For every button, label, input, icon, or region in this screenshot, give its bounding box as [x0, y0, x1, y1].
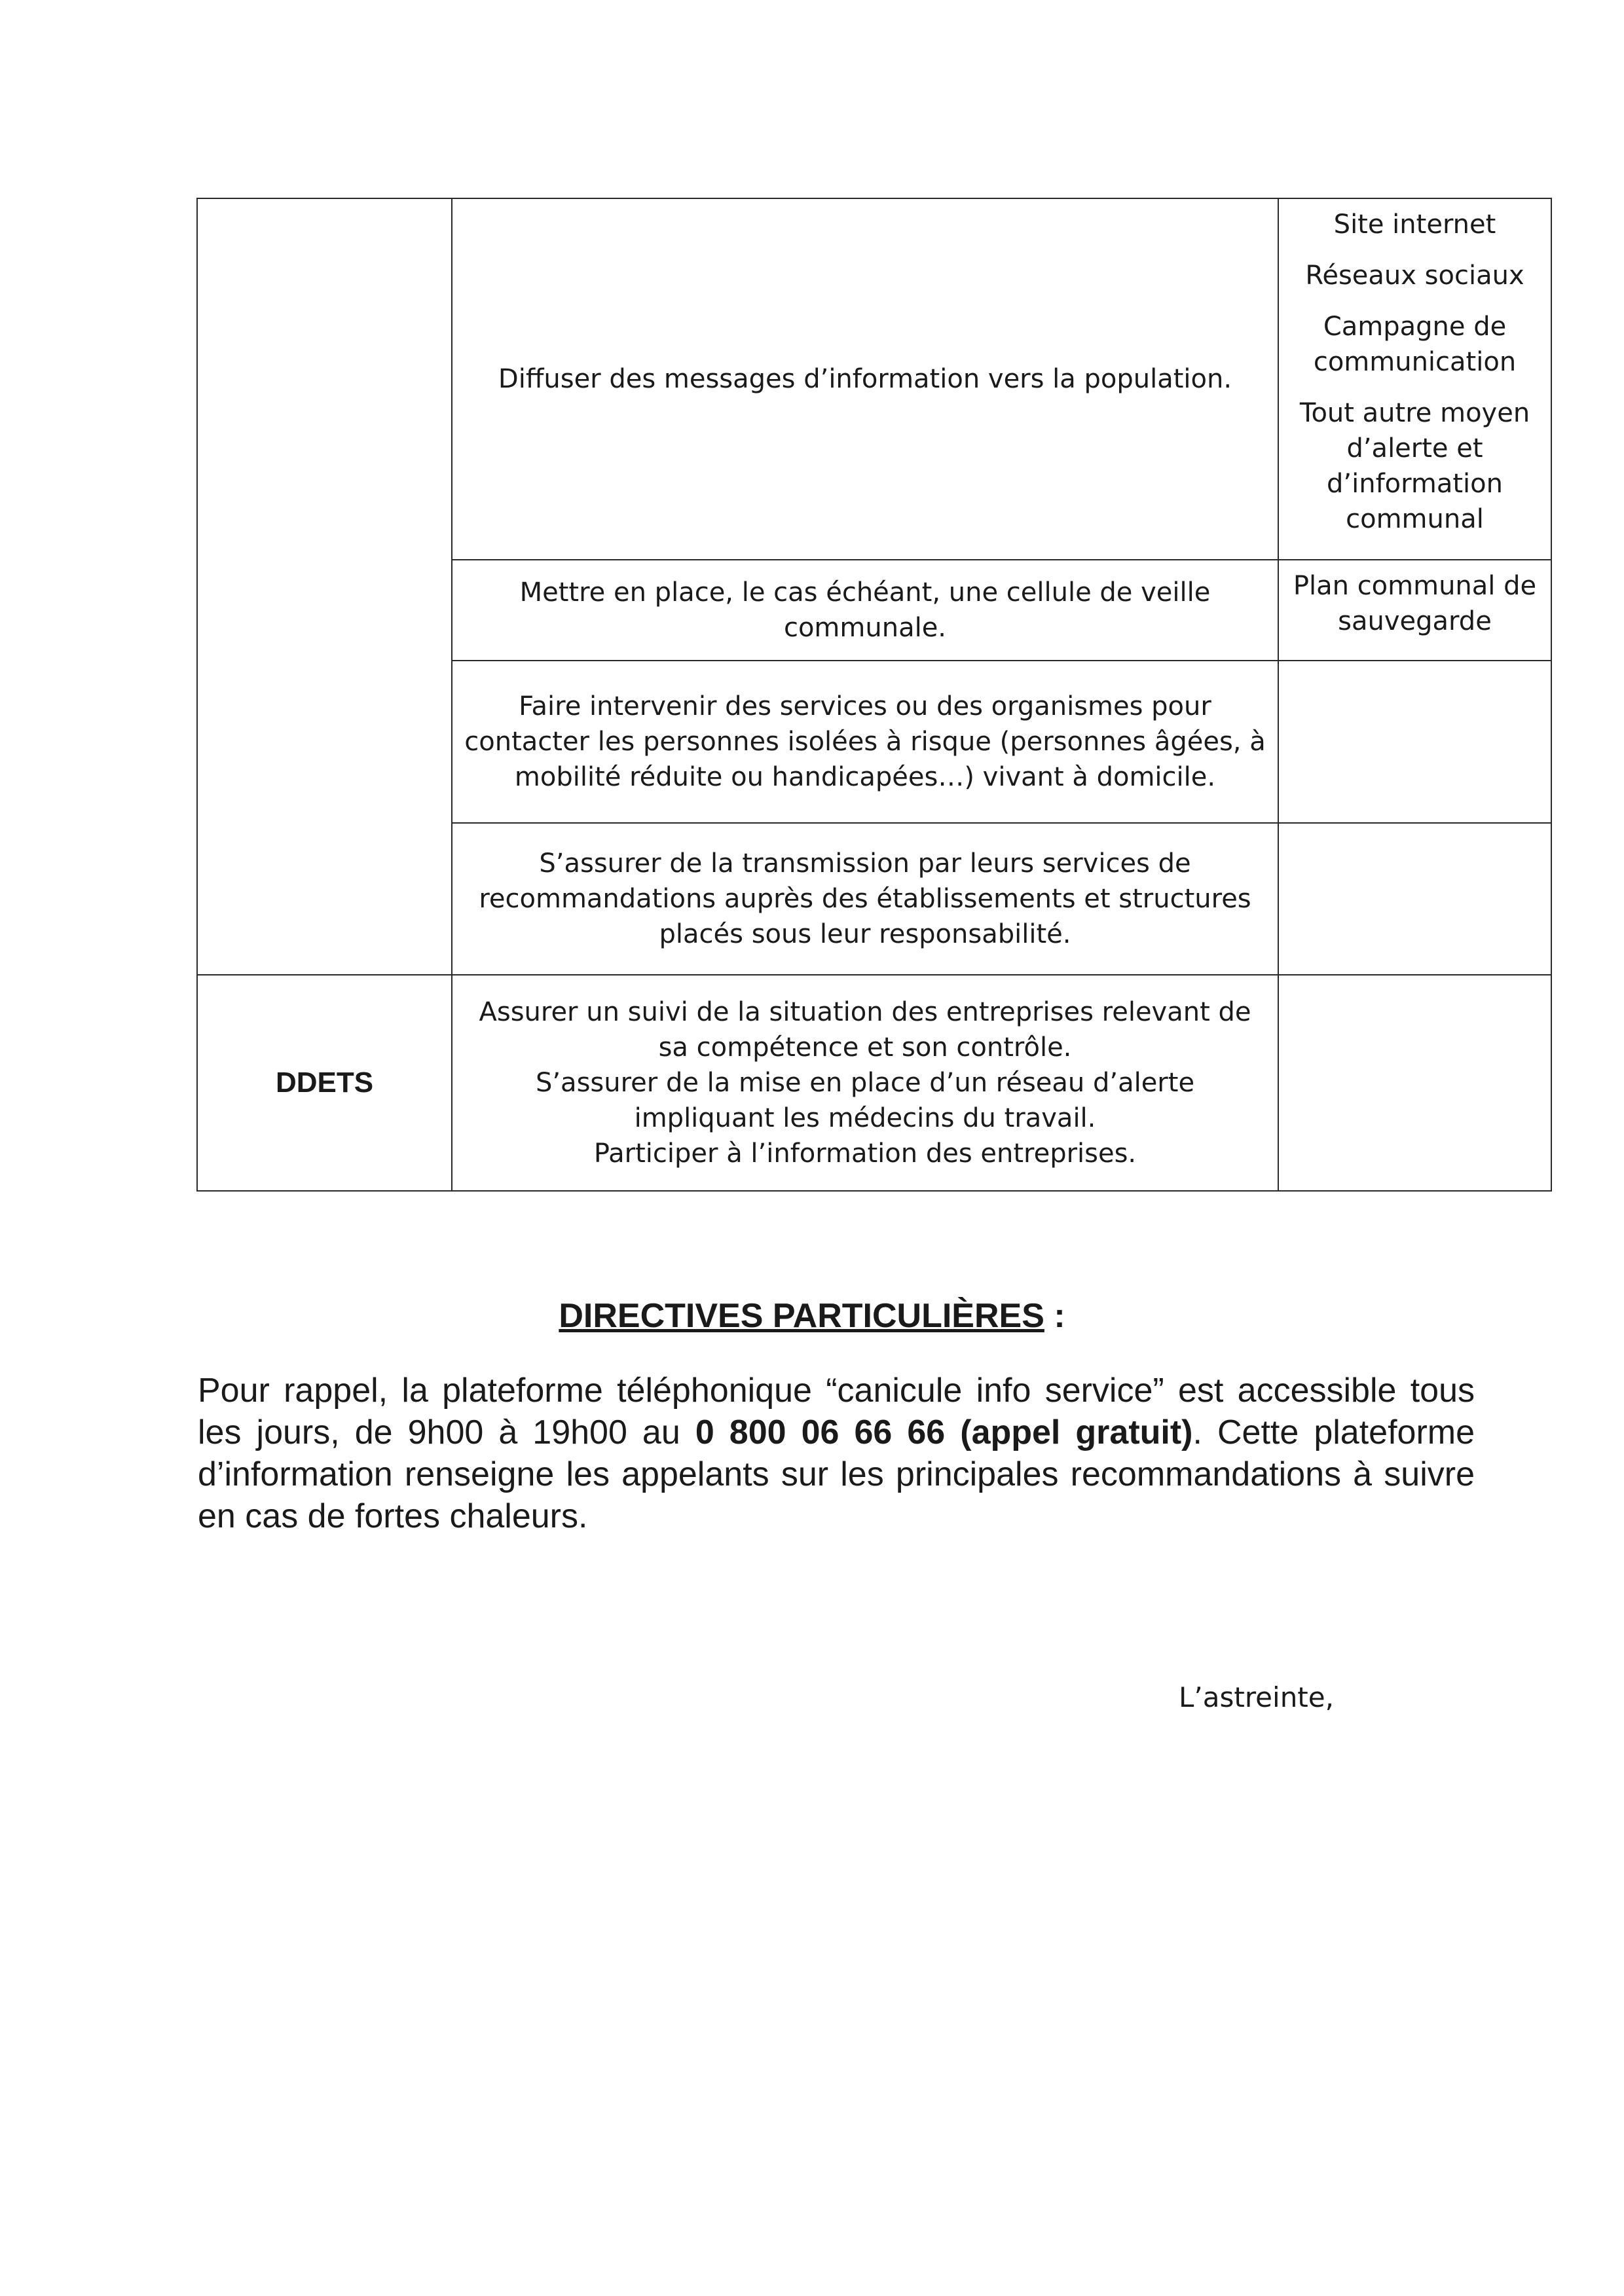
action-text: Assurer un suivi de la situation des entreprises relevant de sa compétence et son contrôle. [479, 997, 1251, 1063]
action-text: Mettre en place, le cas échéant, une cellule de veille communale. [519, 577, 1211, 643]
means-cell [1278, 975, 1551, 1191]
means-item: Réseaux sociaux [1305, 261, 1524, 291]
action-cell [452, 661, 1278, 823]
means-item: Plan communal de sauvegarde [1293, 571, 1537, 636]
action-cell [452, 198, 1278, 560]
directives-text-start: Pour rappel, la plateforme téléphonique “canicule info service” est accessible tous les jours, de 9h00 à 19h00 au [198, 1372, 1475, 1451]
action-text: Diffuser des messages d’information vers la population. [498, 364, 1232, 394]
means-item: Site internet [1333, 210, 1496, 240]
signature: L’astreinte, [1179, 1681, 1334, 1713]
hotline-number: 0 800 06 66 66 (appel gratuit) [695, 1413, 1193, 1451]
means-item: Campagne de communication [1313, 312, 1517, 377]
actor-cell [197, 975, 452, 1191]
directives-heading-colon: : [1044, 1297, 1065, 1335]
action-cell [452, 975, 1278, 1191]
actions-table [196, 198, 1552, 1192]
means-cell [1278, 198, 1551, 560]
action-text: S’assurer de la transmission par leurs services de recommandations auprès des établissements et structures placés sous leur responsabilité. [479, 848, 1251, 949]
directives-paragraph [198, 1370, 1475, 1537]
directives-text-end: . Cette plateforme d’information renseigne les appelants sur les principales recommandations à suivre en cas de fortes chaleurs. [198, 1413, 1475, 1535]
action-cell [452, 560, 1278, 661]
means-cell [1278, 823, 1551, 975]
directives-heading [0, 1296, 1624, 1336]
means-cell [1278, 661, 1551, 823]
actor-cell [197, 198, 452, 975]
means-cell [1278, 560, 1551, 661]
action-text: Participer à l’information des entreprises. [593, 1139, 1137, 1169]
actor-label: DDETS [275, 1066, 374, 1099]
action-text: Faire intervenir des services ou des organismes pour contacter les personnes isolées à risque (personnes âgées, à mobilité réduite ou handicapées…) vivant à domicile. [464, 691, 1266, 792]
table-row [197, 198, 1551, 560]
action-cell [452, 823, 1278, 975]
table-row [197, 975, 1551, 1191]
action-text: S’assurer de la mise en place d’un réseau d’alerte impliquant les médecins du travail. [535, 1068, 1195, 1133]
means-item: Tout autre moyen d’alerte et d’information communal [1299, 398, 1530, 534]
directives-heading-text: DIRECTIVES PARTICULIÈRES [559, 1297, 1044, 1335]
